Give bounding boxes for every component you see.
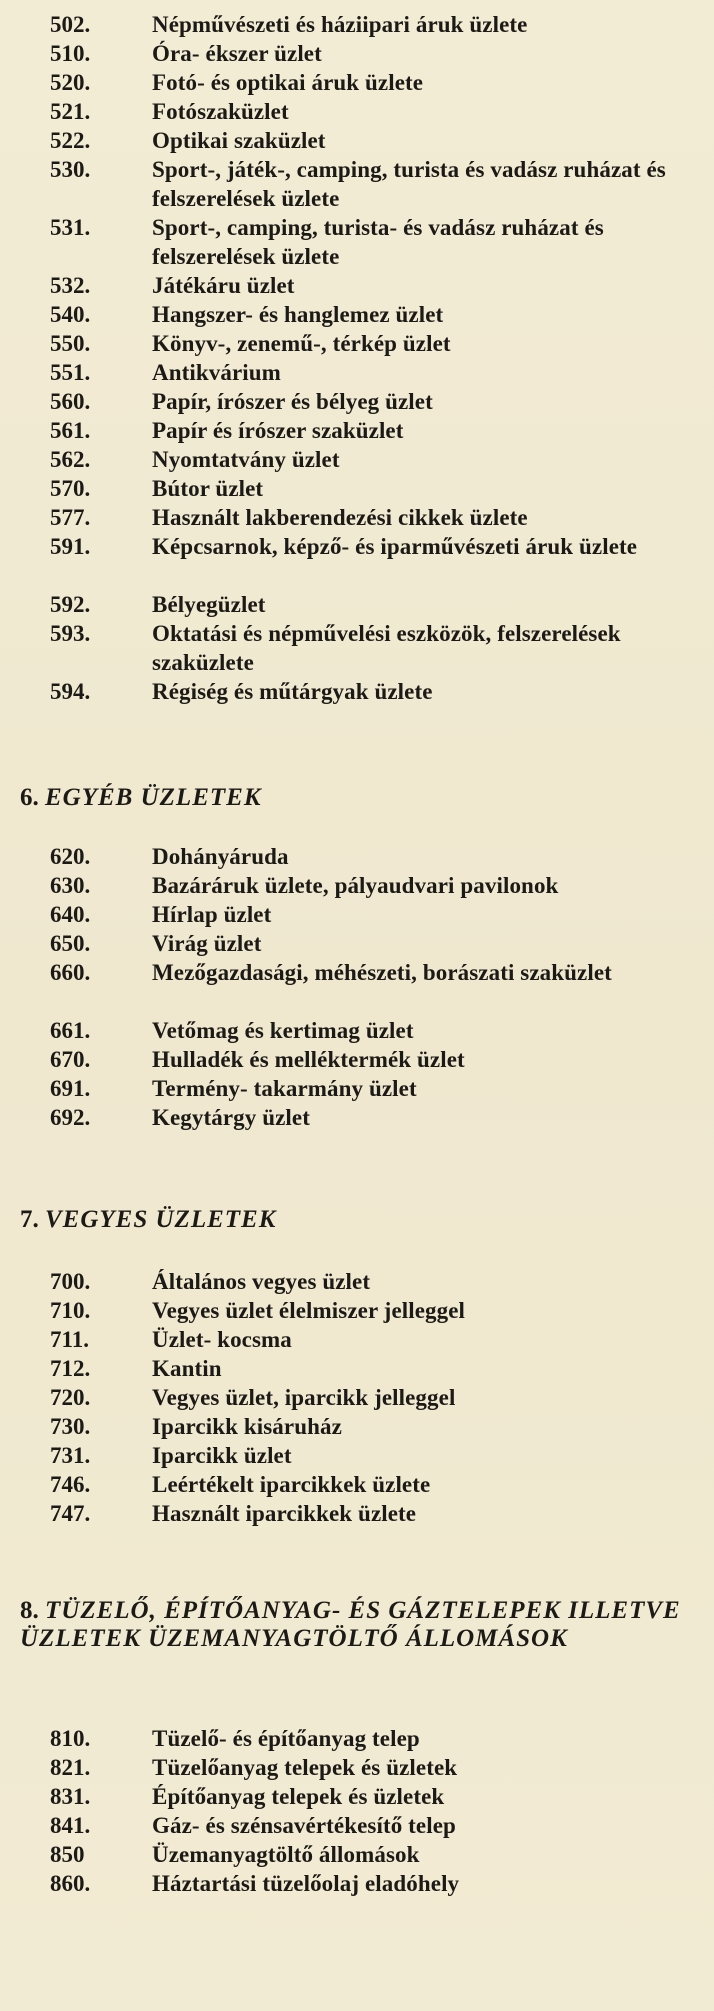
item-code: 692. (50, 1105, 91, 1130)
item-label: Papír és írószer szaküzlet (152, 418, 404, 443)
item-code: 561. (50, 418, 91, 443)
item-code: 502. (50, 12, 91, 37)
list-item (0, 1074, 714, 1103)
list-item (0, 1811, 714, 1840)
list-item (0, 1267, 714, 1296)
item-code: 661. (50, 1018, 91, 1043)
list-item (0, 1869, 714, 1898)
item-label: Általános vegyes üzlet (152, 1269, 371, 1294)
item-label: Oktatási és népművelési eszközök, felszerelések szaküzlete (152, 621, 621, 675)
item-code: 700. (50, 1269, 91, 1294)
item-code: 551. (50, 360, 91, 385)
item-code: 531. (50, 215, 91, 240)
list-item (0, 503, 714, 532)
list-item (0, 1499, 714, 1528)
item-label: Bélyegüzlet (152, 592, 266, 617)
item-code: 691. (50, 1076, 91, 1101)
item-label: Antikvárium (152, 360, 281, 385)
item-label: Bazáráruk üzlete, pályaudvari pavilonok (152, 873, 559, 898)
list-item (0, 213, 714, 271)
item-code: 594. (50, 679, 91, 704)
item-label: Mezőgazdasági, méhészeti, borászati szaküzlet (152, 960, 612, 985)
item-code: 630. (50, 873, 91, 898)
list-item (0, 1412, 714, 1441)
item-label: Üzlet- kocsma (152, 1327, 292, 1352)
list-item (0, 1441, 714, 1470)
item-label: Régiség és műtárgyak üzlete (152, 679, 433, 704)
item-code: 530. (50, 157, 91, 182)
list-item (0, 532, 714, 590)
section7-title: VEGYES ÜZLETEK (45, 1206, 277, 1233)
item-code: 510. (50, 41, 91, 66)
item-label: Vegyes üzlet, iparcikk jelleggel (152, 1385, 456, 1410)
item-label: Használt iparcikkek üzlete (152, 1501, 417, 1526)
item-code: 650. (50, 931, 91, 956)
item-label: Hulladék és melléktermék üzlet (152, 1047, 465, 1072)
list-item (0, 68, 714, 97)
list-item (0, 1782, 714, 1811)
list-item (0, 1325, 714, 1354)
item-label: Hangszer- és hanglemez üzlet (152, 302, 444, 327)
item-label: Tüzelő- és építőanyag telep (152, 1726, 420, 1751)
item-label: Papír, írószer és bélyeg üzlet (152, 389, 433, 414)
list-item (0, 1470, 714, 1499)
item-code: 560. (50, 389, 91, 414)
item-code: 810. (50, 1726, 91, 1751)
item-code: 522. (50, 128, 91, 153)
item-label: Fotó- és optikai áruk üzlete (152, 70, 424, 95)
list-item (0, 1045, 714, 1074)
item-label: Leértékelt iparcikkek üzlete (152, 1472, 431, 1497)
list-item (0, 39, 714, 68)
item-code: 747. (50, 1501, 91, 1526)
item-label: Termény- takarmány üzlet (152, 1076, 417, 1101)
list-item (0, 1354, 714, 1383)
list-item (0, 474, 714, 503)
item-label: Vegyes üzlet élelmiszer jelleggel (152, 1298, 466, 1323)
list-item (0, 958, 714, 1016)
item-label: Háztartási tüzelőolaj eladóhely (152, 1871, 460, 1896)
item-code: 592. (50, 592, 91, 617)
item-label: Kegytárgy üzlet (152, 1105, 310, 1130)
list-item (0, 358, 714, 387)
item-label: Dohányáruda (152, 844, 289, 869)
item-code: 521. (50, 99, 91, 124)
list-item (0, 1840, 714, 1869)
item-label: Iparcikk üzlet (152, 1443, 292, 1468)
list-item (0, 10, 714, 39)
item-label: Optikai szaküzlet (152, 128, 326, 153)
group5-list (0, 10, 714, 706)
list-item (0, 1724, 714, 1753)
list-item (0, 1383, 714, 1412)
list-item (0, 1016, 714, 1045)
item-code: 591. (50, 534, 91, 559)
list-item (0, 871, 714, 900)
item-label: Iparcikk kisáruház (152, 1414, 342, 1439)
list-item (0, 1103, 714, 1132)
item-code: 712. (50, 1356, 91, 1381)
list-item (0, 97, 714, 126)
list-item (0, 900, 714, 929)
list-item (0, 329, 714, 358)
list-item (0, 155, 714, 213)
list-item (0, 300, 714, 329)
section8-heading (20, 1597, 710, 1653)
section8-list (0, 1724, 714, 1898)
item-code: 710. (50, 1298, 91, 1323)
item-code: 520. (50, 70, 91, 95)
item-label: Nyomtatvány üzlet (152, 447, 340, 472)
section6-heading (20, 784, 710, 812)
list-item (0, 677, 714, 706)
section8-title: TÜZELŐ, ÉPÍTŐANYAG- ÉS GÁZTELEPEK ILLETVE ÜZLETEK ÜZEMANYAGTÖLTŐ ÁLLOMÁSOK (20, 1597, 681, 1652)
item-code: 841. (50, 1813, 91, 1838)
item-label: Fotószaküzlet (152, 99, 289, 124)
list-item (0, 842, 714, 871)
section7-number: 7. (20, 1206, 39, 1233)
list-item (0, 929, 714, 958)
section8-number: 8. (20, 1597, 39, 1624)
item-code: 850 (50, 1842, 85, 1867)
section6-number: 6. (20, 784, 39, 811)
item-code: 550. (50, 331, 91, 356)
item-label: Óra- ékszer üzlet (152, 41, 322, 66)
item-label: Képcsarnok, képző- és iparművészeti áruk üzlete (152, 534, 638, 559)
item-label: Játékáru üzlet (152, 273, 295, 298)
item-code: 570. (50, 476, 91, 501)
item-label: Hírlap üzlet (152, 902, 272, 927)
item-code: 711. (50, 1327, 89, 1352)
section7-heading (20, 1206, 710, 1234)
item-label: Kantin (152, 1356, 222, 1381)
item-code: 821. (50, 1755, 91, 1780)
item-label: Építőanyag telepek és üzletek (152, 1784, 445, 1809)
item-label: Gáz- és szénsavértékesítő telep (152, 1813, 456, 1838)
item-label: Virág üzlet (152, 931, 262, 956)
item-label: Bútor üzlet (152, 476, 264, 501)
item-code: 640. (50, 902, 91, 927)
list-item (0, 1296, 714, 1325)
item-code: 620. (50, 844, 91, 869)
item-code: 540. (50, 302, 91, 327)
item-code: 660. (50, 960, 91, 985)
item-code: 831. (50, 1784, 91, 1809)
list-item (0, 416, 714, 445)
list-item (0, 590, 714, 619)
item-label: Sport-, camping, turista- és vadász ruházat és felszerelések üzlete (152, 215, 604, 269)
item-code: 562. (50, 447, 91, 472)
section6-title: EGYÉB ÜZLETEK (45, 784, 262, 811)
item-code: 593. (50, 621, 91, 646)
item-code: 532. (50, 273, 91, 298)
item-code: 731. (50, 1443, 91, 1468)
item-code: 670. (50, 1047, 91, 1072)
item-label: Könyv-, zenemű-, térkép üzlet (152, 331, 451, 356)
item-code: 720. (50, 1385, 91, 1410)
item-code: 577. (50, 505, 91, 530)
list-item (0, 619, 714, 677)
item-label: Népművészeti és háziipari áruk üzlete (152, 12, 528, 37)
list-item (0, 387, 714, 416)
item-code: 746. (50, 1472, 91, 1497)
item-label: Vetőmag és kertimag üzlet (152, 1018, 414, 1043)
section7-list (0, 1267, 714, 1528)
item-code: 730. (50, 1414, 91, 1439)
section6-list (0, 842, 714, 1132)
item-label: Sport-, játék-, camping, turista és vadász ruházat és felszerelések üzlete (152, 157, 666, 211)
list-item (0, 445, 714, 474)
item-label: Használt lakberendezési cikkek üzlete (152, 505, 528, 530)
item-code: 860. (50, 1871, 91, 1896)
list-item (0, 1753, 714, 1782)
list-item (0, 271, 714, 300)
item-label: Tüzelőanyag telepek és üzletek (152, 1755, 458, 1780)
list-item (0, 126, 714, 155)
item-label: Üzemanyagtöltő állomások (152, 1842, 420, 1867)
